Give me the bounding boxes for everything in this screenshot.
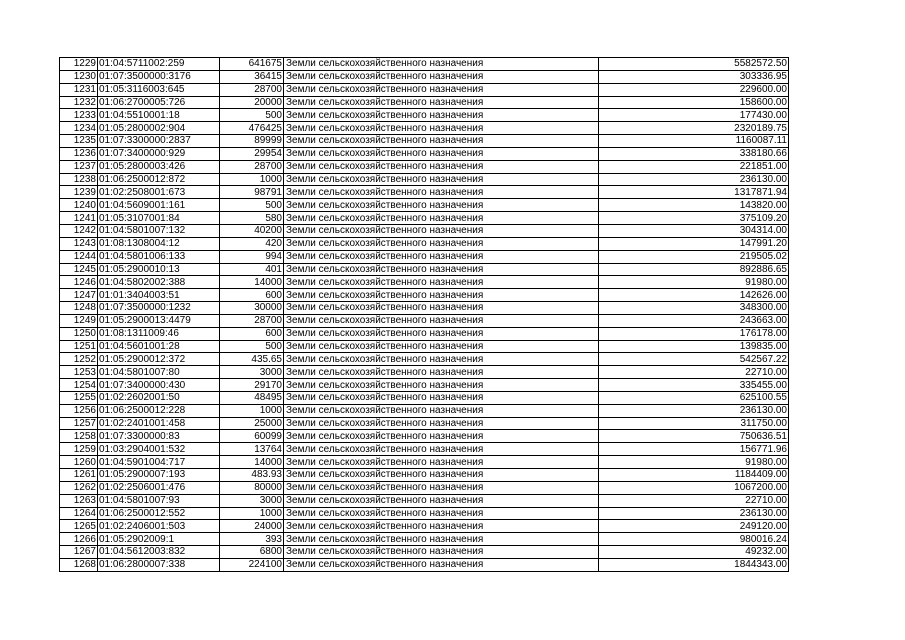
area-cell: 483.93	[220, 469, 284, 482]
table-row	[60, 430, 789, 443]
land-category-cell: Земли сельскохозяйственного назначения	[284, 173, 599, 186]
cadastral-number-cell: 01:05:2900010:13	[98, 263, 220, 276]
land-category-cell: Земли сельскохозяйственного назначения	[284, 186, 599, 199]
cadastral-number-cell: 01:07:3300000:2837	[98, 135, 220, 148]
table-row	[60, 366, 789, 379]
land-category-cell: Земли сельскохозяйственного назначения	[284, 507, 599, 520]
area-cell: 476425	[220, 122, 284, 135]
cadastral-value-cell: 311750.00	[599, 417, 789, 430]
row-number-cell: 1245	[60, 263, 98, 276]
row-number-cell: 1254	[60, 379, 98, 392]
row-number-cell: 1256	[60, 404, 98, 417]
area-cell: 600	[220, 327, 284, 340]
land-category-cell: Земли сельскохозяйственного назначения	[284, 558, 599, 571]
row-number-cell: 1247	[60, 289, 98, 302]
cadastral-value-cell: 236130.00	[599, 173, 789, 186]
row-number-cell: 1261	[60, 469, 98, 482]
row-number-cell: 1264	[60, 507, 98, 520]
area-cell: 28700	[220, 314, 284, 327]
area-cell: 13764	[220, 443, 284, 456]
row-number-cell: 1258	[60, 430, 98, 443]
land-category-cell: Земли сельскохозяйственного назначения	[284, 58, 599, 71]
row-number-cell: 1246	[60, 276, 98, 289]
area-cell: 500	[220, 199, 284, 212]
cadastral-number-cell: 01:05:2900012:372	[98, 353, 220, 366]
row-number-cell: 1243	[60, 237, 98, 250]
cadastral-value-cell: 375109.20	[599, 212, 789, 225]
land-category-cell: Земли сельскохозяйственного назначения	[284, 379, 599, 392]
cadastral-value-cell: 2320189.75	[599, 122, 789, 135]
cadastral-number-cell: 01:04:5609001:161	[98, 199, 220, 212]
row-number-cell: 1244	[60, 250, 98, 263]
land-category-cell: Земли сельскохозяйственного назначения	[284, 147, 599, 160]
area-cell: 1000	[220, 173, 284, 186]
cadastral-value-cell: 1184409.00	[599, 469, 789, 482]
table-row	[60, 147, 789, 160]
table-row	[60, 340, 789, 353]
cadastral-value-cell: 249120.00	[599, 520, 789, 533]
area-cell: 3000	[220, 494, 284, 507]
table-row	[60, 186, 789, 199]
land-parcels-table-container	[59, 57, 789, 572]
cadastral-value-cell: 980016.24	[599, 533, 789, 546]
row-number-cell: 1241	[60, 212, 98, 225]
row-number-cell: 1260	[60, 456, 98, 469]
table-row	[60, 391, 789, 404]
row-number-cell: 1262	[60, 481, 98, 494]
row-number-cell: 1267	[60, 546, 98, 559]
cadastral-number-cell: 01:02:2602001:50	[98, 391, 220, 404]
area-cell: 89999	[220, 135, 284, 148]
row-number-cell: 1240	[60, 199, 98, 212]
table-row	[60, 289, 789, 302]
land-category-cell: Земли сельскохозяйственного назначения	[284, 494, 599, 507]
table-row	[60, 353, 789, 366]
table-row	[60, 404, 789, 417]
row-number-cell: 1259	[60, 443, 98, 456]
table-row	[60, 263, 789, 276]
cadastral-number-cell: 01:04:5802002:388	[98, 276, 220, 289]
cadastral-number-cell: 01:01:3404003:51	[98, 289, 220, 302]
cadastral-number-cell: 01:04:5711002:259	[98, 58, 220, 71]
cadastral-number-cell: 01:04:5801007:93	[98, 494, 220, 507]
row-number-cell: 1239	[60, 186, 98, 199]
area-cell: 80000	[220, 481, 284, 494]
cadastral-number-cell: 01:07:3500000:3176	[98, 70, 220, 83]
table-row	[60, 520, 789, 533]
area-cell: 20000	[220, 96, 284, 109]
cadastral-value-cell: 22710.00	[599, 366, 789, 379]
area-cell: 435.65	[220, 353, 284, 366]
land-category-cell: Земли сельскохозяйственного назначения	[284, 417, 599, 430]
area-cell: 14000	[220, 456, 284, 469]
land-category-cell: Земли сельскохозяйственного назначения	[284, 212, 599, 225]
table-row	[60, 70, 789, 83]
area-cell: 994	[220, 250, 284, 263]
cadastral-value-cell: 236130.00	[599, 507, 789, 520]
cadastral-number-cell: 01:05:2900013:4479	[98, 314, 220, 327]
table-row	[60, 379, 789, 392]
table-row	[60, 135, 789, 148]
area-cell: 600	[220, 289, 284, 302]
cadastral-value-cell: 243663.00	[599, 314, 789, 327]
row-number-cell: 1266	[60, 533, 98, 546]
row-number-cell: 1255	[60, 391, 98, 404]
area-cell: 40200	[220, 224, 284, 237]
table-row	[60, 58, 789, 71]
cadastral-number-cell: 01:04:5601001:28	[98, 340, 220, 353]
land-category-cell: Земли сельскохозяйственного назначения	[284, 314, 599, 327]
row-number-cell: 1229	[60, 58, 98, 71]
cadastral-number-cell: 01:08:1311009:46	[98, 327, 220, 340]
table-body	[60, 58, 789, 572]
land-category-cell: Земли сельскохозяйственного назначения	[284, 199, 599, 212]
table-row	[60, 314, 789, 327]
land-category-cell: Земли сельскохозяйственного назначения	[284, 430, 599, 443]
row-number-cell: 1252	[60, 353, 98, 366]
cadastral-value-cell: 5582572.50	[599, 58, 789, 71]
cadastral-value-cell: 176178.00	[599, 327, 789, 340]
cadastral-number-cell: 01:02:2508001:673	[98, 186, 220, 199]
cadastral-number-cell: 01:06:2700005:726	[98, 96, 220, 109]
row-number-cell: 1263	[60, 494, 98, 507]
land-category-cell: Земли сельскохозяйственного назначения	[284, 224, 599, 237]
table-row	[60, 417, 789, 430]
cadastral-number-cell: 01:07:3400000:929	[98, 147, 220, 160]
area-cell: 29170	[220, 379, 284, 392]
row-number-cell: 1238	[60, 173, 98, 186]
cadastral-value-cell: 892886.65	[599, 263, 789, 276]
table-row	[60, 443, 789, 456]
land-category-cell: Земли сельскохозяйственного назначения	[284, 276, 599, 289]
cadastral-number-cell: 01:05:2902009:1	[98, 533, 220, 546]
cadastral-value-cell: 303336.95	[599, 70, 789, 83]
cadastral-value-cell: 542567.22	[599, 353, 789, 366]
area-cell: 25000	[220, 417, 284, 430]
land-category-cell: Земли сельскохозяйственного назначения	[284, 160, 599, 173]
row-number-cell: 1235	[60, 135, 98, 148]
land-parcels-table	[59, 57, 789, 572]
row-number-cell: 1233	[60, 109, 98, 122]
cadastral-number-cell: 01:03:2904001:532	[98, 443, 220, 456]
land-category-cell: Земли сельскохозяйственного назначения	[284, 250, 599, 263]
cadastral-number-cell: 01:02:2406001:503	[98, 520, 220, 533]
table-row	[60, 327, 789, 340]
area-cell: 224100	[220, 558, 284, 571]
land-category-cell: Земли сельскохозяйственного назначения	[284, 391, 599, 404]
land-category-cell: Земли сельскохозяйственного назначения	[284, 289, 599, 302]
table-row	[60, 276, 789, 289]
row-number-cell: 1257	[60, 417, 98, 430]
area-cell: 500	[220, 109, 284, 122]
area-cell: 28700	[220, 160, 284, 173]
cadastral-number-cell: 01:04:5901004:717	[98, 456, 220, 469]
land-category-cell: Земли сельскохозяйственного назначения	[284, 109, 599, 122]
cadastral-value-cell: 142626.00	[599, 289, 789, 302]
table-row	[60, 456, 789, 469]
row-number-cell: 1242	[60, 224, 98, 237]
area-cell: 48495	[220, 391, 284, 404]
land-category-cell: Земли сельскохозяйственного назначения	[284, 340, 599, 353]
cadastral-value-cell: 304314.00	[599, 224, 789, 237]
area-cell: 3000	[220, 366, 284, 379]
land-category-cell: Земли сельскохозяйственного назначения	[284, 366, 599, 379]
table-row	[60, 96, 789, 109]
cadastral-value-cell: 1160087.11	[599, 135, 789, 148]
area-cell: 28700	[220, 83, 284, 96]
cadastral-value-cell: 177430.00	[599, 109, 789, 122]
table-row	[60, 302, 789, 315]
area-cell: 393	[220, 533, 284, 546]
land-category-cell: Земли сельскохозяйственного назначения	[284, 302, 599, 315]
cadastral-number-cell: 01:04:5612003:832	[98, 546, 220, 559]
table-row	[60, 83, 789, 96]
area-cell: 1000	[220, 507, 284, 520]
cadastral-number-cell: 01:02:2506001:476	[98, 481, 220, 494]
cadastral-number-cell: 01:08:1308004:12	[98, 237, 220, 250]
cadastral-number-cell: 01:05:2900007:193	[98, 469, 220, 482]
land-category-cell: Земли сельскохозяйственного назначения	[284, 520, 599, 533]
cadastral-value-cell: 156771.96	[599, 443, 789, 456]
area-cell: 14000	[220, 276, 284, 289]
cadastral-value-cell: 147991.20	[599, 237, 789, 250]
cadastral-number-cell: 01:07:3300000:83	[98, 430, 220, 443]
cadastral-value-cell: 221851.00	[599, 160, 789, 173]
cadastral-value-cell: 338180.66	[599, 147, 789, 160]
area-cell: 6800	[220, 546, 284, 559]
cadastral-number-cell: 01:02:2401001:458	[98, 417, 220, 430]
area-cell: 500	[220, 340, 284, 353]
cadastral-value-cell: 158600.00	[599, 96, 789, 109]
area-cell: 401	[220, 263, 284, 276]
area-cell: 1000	[220, 404, 284, 417]
land-category-cell: Земли сельскохозяйственного назначения	[284, 481, 599, 494]
cadastral-value-cell: 335455.00	[599, 379, 789, 392]
cadastral-value-cell: 1067200.00	[599, 481, 789, 494]
row-number-cell: 1268	[60, 558, 98, 571]
land-category-cell: Земли сельскохозяйственного назначения	[284, 263, 599, 276]
land-category-cell: Земли сельскохозяйственного назначения	[284, 96, 599, 109]
land-category-cell: Земли сельскохозяйственного назначения	[284, 469, 599, 482]
table-row	[60, 109, 789, 122]
cadastral-value-cell: 91980.00	[599, 276, 789, 289]
row-number-cell: 1234	[60, 122, 98, 135]
table-row	[60, 160, 789, 173]
land-category-cell: Земли сельскохозяйственного назначения	[284, 122, 599, 135]
area-cell: 98791	[220, 186, 284, 199]
cadastral-number-cell: 01:06:2500012:228	[98, 404, 220, 417]
land-category-cell: Земли сельскохозяйственного назначения	[284, 353, 599, 366]
row-number-cell: 1265	[60, 520, 98, 533]
land-category-cell: Земли сельскохозяйственного назначения	[284, 327, 599, 340]
cadastral-value-cell: 1844343.00	[599, 558, 789, 571]
table-row	[60, 212, 789, 225]
table-row	[60, 122, 789, 135]
cadastral-number-cell: 01:06:2800007:338	[98, 558, 220, 571]
table-row	[60, 546, 789, 559]
area-cell: 30000	[220, 302, 284, 315]
cadastral-number-cell: 01:06:2500012:552	[98, 507, 220, 520]
row-number-cell: 1248	[60, 302, 98, 315]
area-cell: 580	[220, 212, 284, 225]
cadastral-number-cell: 01:07:3400000:430	[98, 379, 220, 392]
cadastral-number-cell: 01:07:3500000:1232	[98, 302, 220, 315]
cadastral-value-cell: 143820.00	[599, 199, 789, 212]
row-number-cell: 1232	[60, 96, 98, 109]
land-category-cell: Земли сельскохозяйственного назначения	[284, 83, 599, 96]
cadastral-number-cell: 01:05:2800002:904	[98, 122, 220, 135]
cadastral-number-cell: 01:04:5801007:132	[98, 224, 220, 237]
area-cell: 641675	[220, 58, 284, 71]
cadastral-number-cell: 01:05:3107001:84	[98, 212, 220, 225]
area-cell: 36415	[220, 70, 284, 83]
table-row	[60, 224, 789, 237]
area-cell: 24000	[220, 520, 284, 533]
cadastral-value-cell: 1317871.94	[599, 186, 789, 199]
land-category-cell: Земли сельскохозяйственного назначения	[284, 456, 599, 469]
row-number-cell: 1230	[60, 70, 98, 83]
area-cell: 420	[220, 237, 284, 250]
table-row	[60, 199, 789, 212]
table-row	[60, 494, 789, 507]
land-category-cell: Земли сельскохозяйственного назначения	[284, 237, 599, 250]
table-row	[60, 173, 789, 186]
row-number-cell: 1251	[60, 340, 98, 353]
cadastral-value-cell: 22710.00	[599, 494, 789, 507]
table-row	[60, 507, 789, 520]
cadastral-value-cell: 750636.51	[599, 430, 789, 443]
table-row	[60, 481, 789, 494]
land-category-cell: Земли сельскохозяйственного назначения	[284, 533, 599, 546]
row-number-cell: 1253	[60, 366, 98, 379]
area-cell: 60099	[220, 430, 284, 443]
cadastral-number-cell: 01:04:5510001:18	[98, 109, 220, 122]
row-number-cell: 1231	[60, 83, 98, 96]
land-category-cell: Земли сельскохозяйственного назначения	[284, 546, 599, 559]
land-category-cell: Земли сельскохозяйственного назначения	[284, 404, 599, 417]
land-category-cell: Земли сельскохозяйственного назначения	[284, 70, 599, 83]
cadastral-number-cell: 01:05:3116003:645	[98, 83, 220, 96]
row-number-cell: 1249	[60, 314, 98, 327]
row-number-cell: 1236	[60, 147, 98, 160]
cadastral-number-cell: 01:05:2800003:426	[98, 160, 220, 173]
cadastral-value-cell: 625100.55	[599, 391, 789, 404]
table-row	[60, 469, 789, 482]
row-number-cell: 1237	[60, 160, 98, 173]
table-row	[60, 237, 789, 250]
area-cell: 29954	[220, 147, 284, 160]
cadastral-number-cell: 01:06:2500012:872	[98, 173, 220, 186]
land-category-cell: Земли сельскохозяйственного назначения	[284, 135, 599, 148]
table-row	[60, 558, 789, 571]
cadastral-value-cell: 236130.00	[599, 404, 789, 417]
cadastral-value-cell: 91980.00	[599, 456, 789, 469]
table-row	[60, 250, 789, 263]
cadastral-value-cell: 139835.00	[599, 340, 789, 353]
cadastral-number-cell: 01:04:5801006:133	[98, 250, 220, 263]
cadastral-value-cell: 219505.02	[599, 250, 789, 263]
cadastral-number-cell: 01:04:5801007:80	[98, 366, 220, 379]
row-number-cell: 1250	[60, 327, 98, 340]
table-row	[60, 533, 789, 546]
cadastral-value-cell: 49232.00	[599, 546, 789, 559]
cadastral-value-cell: 229600.00	[599, 83, 789, 96]
cadastral-value-cell: 348300.00	[599, 302, 789, 315]
land-category-cell: Земли сельскохозяйственного назначения	[284, 443, 599, 456]
